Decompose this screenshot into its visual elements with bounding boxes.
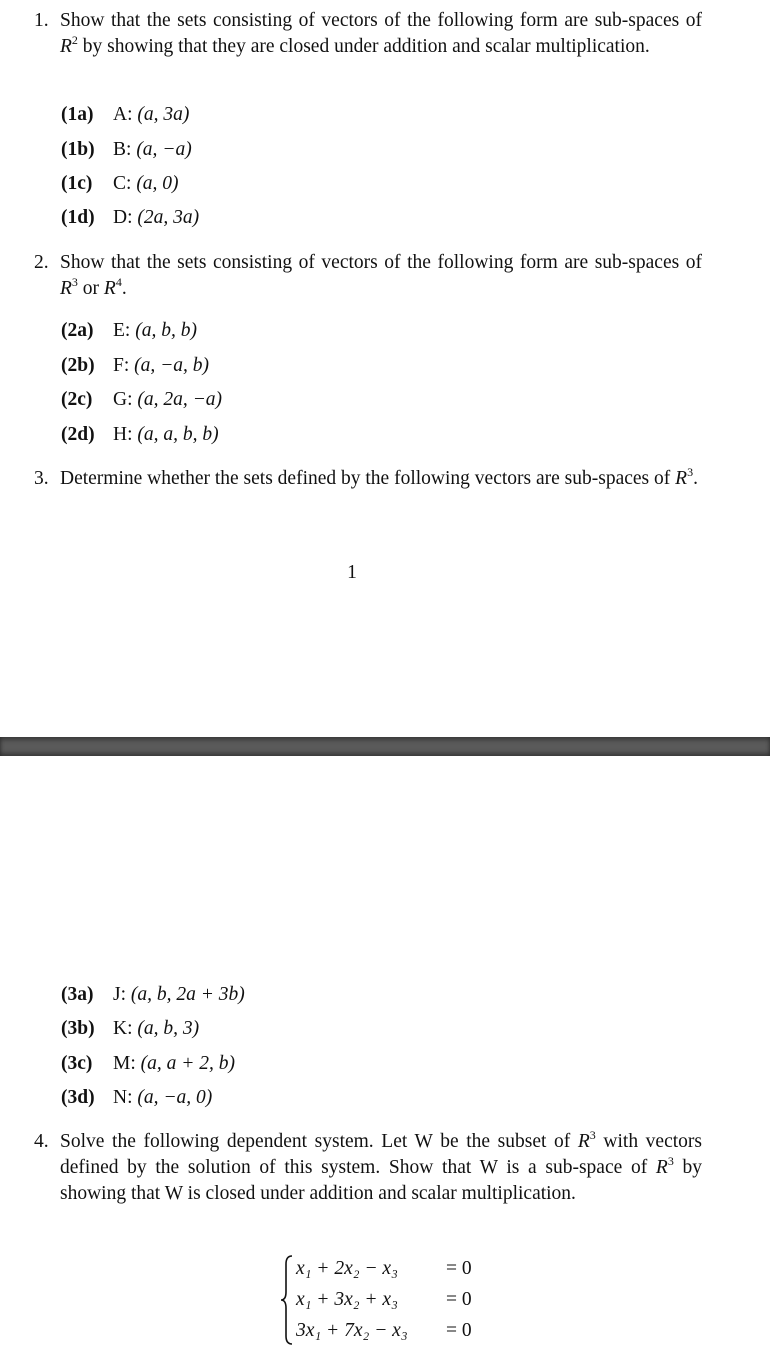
equation-row: x₁ + 2x₂ − x₃ = 0 bbox=[296, 1258, 472, 1279]
subitem-1d: (1d) D: (2a, 3a) bbox=[61, 207, 200, 228]
subitem-3a: (3a) J: (a, b, 2a + 3b) bbox=[61, 984, 245, 1005]
equation-row: x₁ + 3x₂ + x₃ = 0 bbox=[296, 1289, 472, 1310]
problem-2 bbox=[34, 250, 702, 302]
subitem-1b: (1b) B: (a, −a) bbox=[61, 139, 192, 160]
subitem-1a: (1a) A: (a, 3a) bbox=[61, 104, 190, 125]
equation-system bbox=[280, 1254, 500, 1346]
problem-text: Solve the following dependent system. Let W be the subset of $R^3$ with vectors defined by the solution of this system. Show that W is a sub-space of $R^3$ by showing that W is closed under addition and scalar multiplication. bbox=[60, 1128, 702, 1204]
page-separator bbox=[0, 737, 770, 756]
problem-number: 2. bbox=[34, 252, 49, 273]
problem-text: Show that the sets consisting of vectors of the following form are sub-spaces of $R^3$ or $R^4$. bbox=[60, 252, 702, 299]
problem-1 bbox=[34, 8, 702, 60]
problem-3 bbox=[34, 466, 702, 492]
subitem-2c: (2c) G: (a, 2a, −a) bbox=[61, 389, 223, 410]
problem-number: 3. bbox=[34, 468, 49, 489]
left-brace-icon bbox=[280, 1254, 294, 1346]
page-number: 1 bbox=[347, 562, 357, 583]
problem-4 bbox=[34, 1129, 702, 1207]
equation-row: 3x₁ + 7x₂ − x₃ = 0 bbox=[296, 1320, 472, 1341]
problem-number: 1. bbox=[34, 10, 49, 31]
subitem-3c: (3c) M: (a, a + 2, b) bbox=[61, 1053, 236, 1074]
subitem-2a: (2a) E: (a, b, b) bbox=[61, 320, 197, 341]
subitem-1c: (1c) C: (a, 0) bbox=[61, 173, 179, 194]
subitem-2d: (2d) H: (a, a, b, b) bbox=[61, 424, 219, 445]
problem-text: Determine whether the sets defined by the following vectors are sub-spaces of $R^3$. bbox=[60, 465, 698, 489]
subitem-2b: (2b) F: (a, −a, b) bbox=[61, 355, 210, 376]
problem-text: Show that the sets consisting of vectors of the following form are sub-spaces of $R^2$ by showing that they are closed under addition and scalar multiplication. bbox=[60, 10, 702, 57]
problem-number: 4. bbox=[34, 1131, 49, 1152]
subitem-3b: (3b) K: (a, b, 3) bbox=[61, 1018, 200, 1039]
subitem-3d: (3d) N: (a, −a, 0) bbox=[61, 1087, 213, 1108]
